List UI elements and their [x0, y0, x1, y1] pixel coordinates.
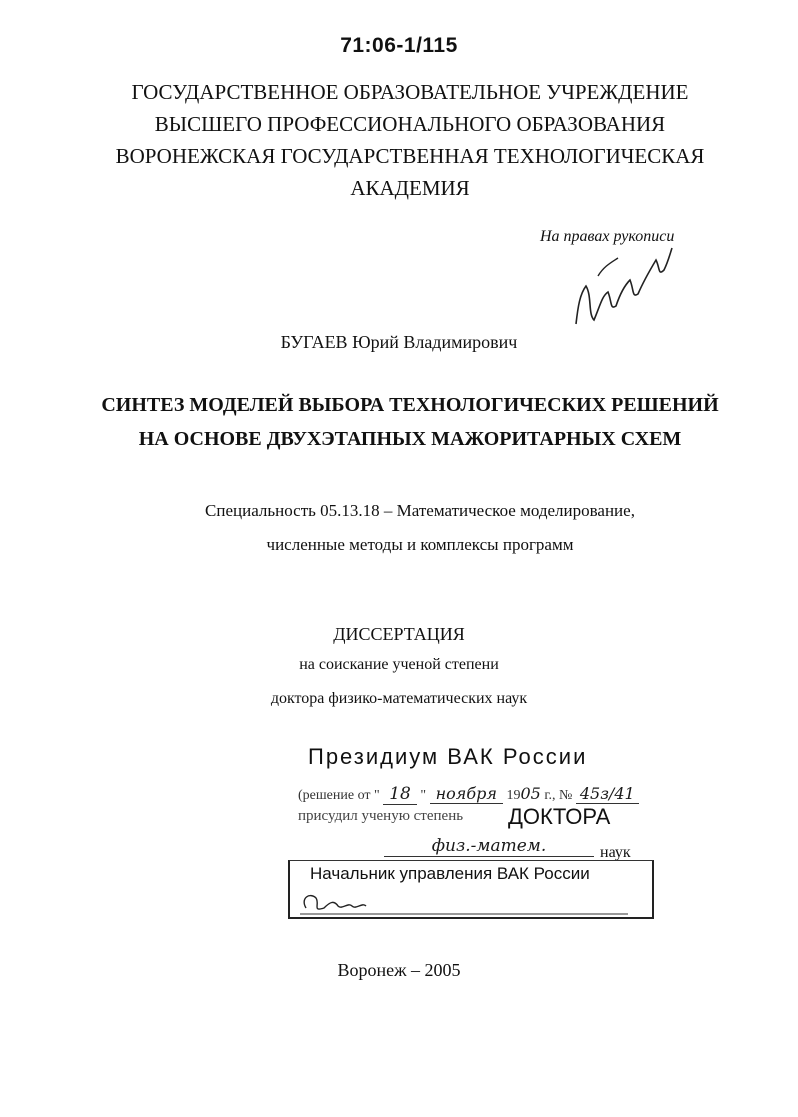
specialty-line: Специальность 05.13.18 – Математическое моделирование,	[205, 501, 635, 520]
stamp-degree: ДОКТОРА	[508, 804, 611, 829]
dissertation-title	[90, 388, 730, 456]
institution-line: АКАДЕМИЯ	[350, 176, 470, 200]
stamp-nauk: наук	[600, 844, 631, 861]
vak-stamp	[288, 732, 660, 924]
title-line: НА ОСНОВЕ ДВУХЭТАПНЫХ МАЖОРИТАРНЫХ СХЕМ	[138, 428, 682, 450]
degree-line-1: на соискание ученой степени	[299, 656, 499, 673]
stamp-decision-month: ноября	[430, 784, 503, 804]
institution-line: ГОСУДАРСТВЕННОЕ ОБРАЗОВАТЕЛЬНОЕ УЧРЕЖДЕНИЕ	[131, 80, 689, 104]
specialty-line: численные методы и комплексы программ	[266, 535, 574, 554]
stamp-awarded: присудил ученую степень	[298, 808, 464, 824]
manuscript-rights-note: На правах рукописи	[540, 228, 675, 245]
stamp-decision-prefix: (решение от "	[298, 788, 380, 803]
stamp-year-suffix: 05	[520, 784, 541, 803]
institution-line: ВОРОНЕЖСКАЯ ГОСУДАРСТВЕННАЯ ТЕХНОЛОГИЧЕСКАЯ	[115, 144, 705, 168]
city-year: Воронеж – 2005	[337, 960, 461, 980]
stamp-decision-number: 45з/41	[576, 784, 639, 804]
stamp-title: Президиум ВАК России	[308, 744, 588, 769]
institution-name	[100, 76, 720, 204]
stamp-field: физ.-матем.	[384, 836, 594, 857]
stamp-decision-day: 18	[383, 784, 417, 805]
author-name: БУГАЕВ Юрий Владимирович	[280, 332, 518, 352]
stamp-year-prefix: 19	[506, 788, 521, 803]
dissertation-heading: ДИССЕРТАЦИЯ	[333, 624, 465, 644]
institution-line: ВЫСШЕГО ПРОФЕССИОНАЛЬНОГО ОБРАЗОВАНИЯ	[154, 112, 666, 136]
stamp-head: Начальник управления ВАК России	[310, 864, 590, 883]
handwritten-signature	[568, 236, 678, 336]
stamp-signature	[296, 888, 636, 918]
degree-line-2: доктора физико-математических наук	[270, 690, 528, 707]
document-code: 71:06-1/115	[340, 34, 458, 57]
title-line: СИНТЕЗ МОДЕЛЕЙ ВЫБОРА ТЕХНОЛОГИЧЕСКИХ РЕШЕНИЙ	[101, 394, 719, 416]
stamp-decision: (решение от " 18 " ноября 1905 г., № 45з/41	[298, 784, 639, 804]
specialty	[120, 494, 720, 562]
stamp-year-label: г., №	[544, 788, 573, 803]
